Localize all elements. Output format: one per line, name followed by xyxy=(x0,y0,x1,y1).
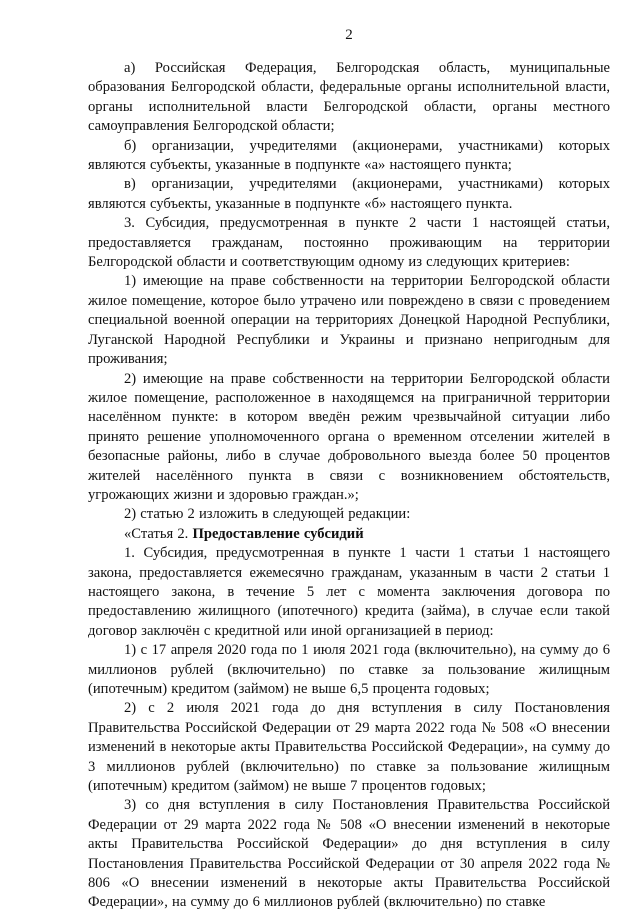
paragraph-subitem-b: б) организации, учредителями (акционерами, участниками) которых являются субъекты, указанные в подпункте «а» настоящего пункта; xyxy=(88,137,610,174)
article-title: Предоставление субсидий xyxy=(192,525,364,542)
paragraph-period-3: 3) со дня вступления в силу Постановления Правительства Российской Федерации от 29 марта 2022 года № 508 «О внесении изменений в некоторые акты Правительства Российской Федерации» до дня вступления в силу Постановления Правительства Российской Федерации от 30 апреля 2022 года № 806 «О внесении изменений в некоторые акты Правительства Российской Федерации», на сумму до 6 миллионов рублей (включительно) по ставке xyxy=(88,797,610,911)
paragraph-criterion-2: 2) имеющие на праве собственности на территории Белгородской области жилое помещение, расположенное в находящемся на приграничной территории населённом пункте: в котором введён режим чрезвычайной ситуации либо принято решение уполномоченного органа о временном отселении жителей в безопасные районы, либо в случае добровольного выезда более 50 процентов жителей населённого пункта в связи с возникновением обстоятельств, угрожающих жизни и здоровью граждан.»; xyxy=(88,370,610,503)
paragraph-subitem-v: в) организации, учредителями (акционерами, участниками) которых являются субъекты, указанные в подпункте «б» настоящего пункта. xyxy=(88,176,610,212)
paragraph-point-3: 3. Субсидия, предусмотренная в пункте 2 части 1 настоящей статьи, предоставляется гражданам, постоянно проживающим на территории Белгородской области и соответствующим одному из следующих критериев: xyxy=(88,215,610,271)
paragraph-period-1: 1) с 17 апреля 2020 года по 1 июля 2021 года (включительно), на сумму до 6 миллионов рублей (включительно) по ставке за пользование жилищным (ипотечным) кредитом (займом) не выше 6,5 процента годовых; xyxy=(88,642,610,697)
paragraph-article2-point-1: 1. Субсидия, предусмотренная в пункте 1 части 1 статьи 1 настоящего закона, предоставляется ежемесячно гражданам, указанным в части 2 статьи 1 настоящего закона, в течение 5 лет с момента заключения договора по предоставлению жилищного (ипотечного) кредита (займа), в случае если такой договор заключён с кредитной или иной организацией в период: xyxy=(88,545,610,639)
paragraph-subitem-a: а) Российская Федерация, Белгородская область, муниципальные образования Белгородской области, федеральные органы исполнительной власти, органы исполнительной власти Белгородской области, органы местного самоуправления Белгородской области; xyxy=(88,60,610,135)
document-page xyxy=(88,26,610,913)
paragraph-criterion-1: 1) имеющие на праве собственности на территории Белгородской области жилое помещение, которое было утрачено или повреждено в связи с проведением специальной военной операции на территориях Донецкой Народной Республики, Луганской Народной Республики и Украины и признано непригодным для проживания; xyxy=(88,273,610,368)
page-number: 2 xyxy=(345,27,353,43)
article-prefix: «Статья 2. xyxy=(124,525,193,542)
paragraph-period-2: 2) с 2 июля 2021 года до дня вступления в силу Постановления Правительства Российской Федерации от 29 марта 2022 года № 508 «О внесении изменений в некоторые акты Правительства Российской Федерации», на сумму до 3 миллионов рублей (включительно) по ставке за пользование жилищным (ипотечным) кредитом (займом) не выше 7 процентов годовых; xyxy=(88,700,610,795)
paragraph-amend-article-2: 2) статью 2 изложить в следующей редакции: xyxy=(124,506,411,523)
article-heading xyxy=(88,525,610,544)
